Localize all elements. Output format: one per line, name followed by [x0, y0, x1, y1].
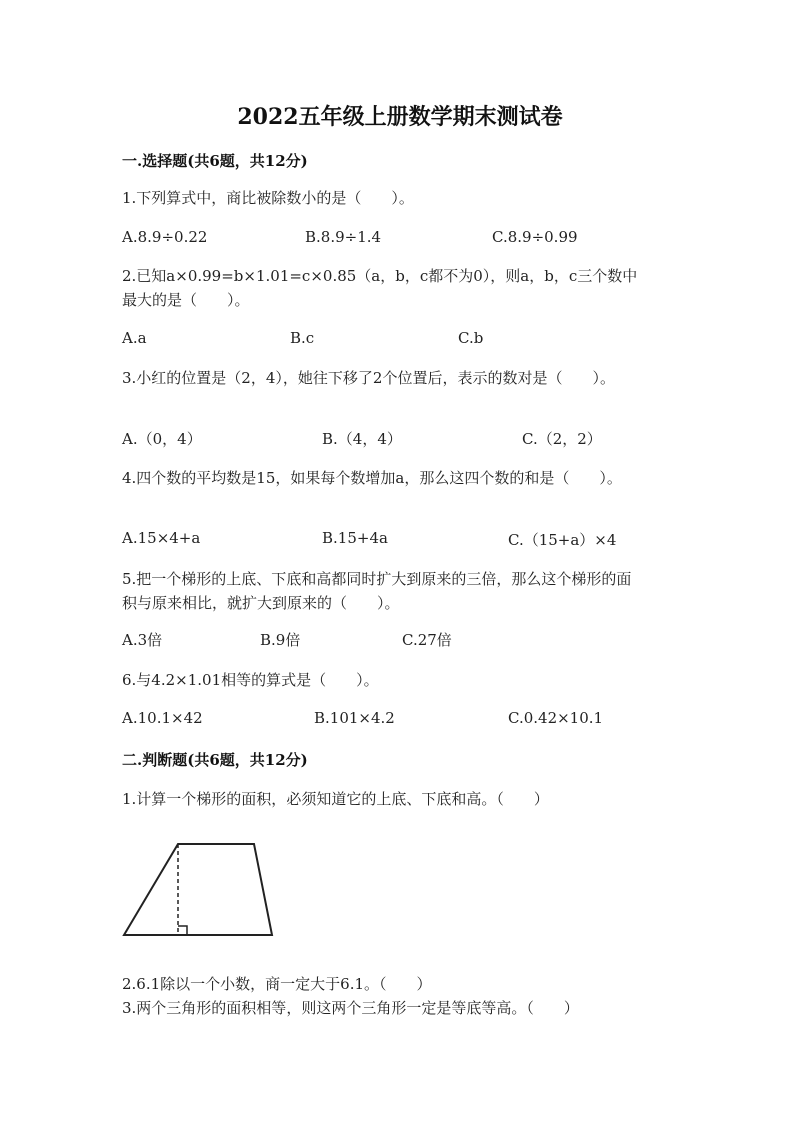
- question-2-stem-line1: 2.已知a×0.99=b×1.01=c×0.85（a，b，c都不为0），则a，b，c三个数中: [122, 267, 638, 285]
- trapezoid-figure: [118, 836, 278, 940]
- section-heading-choice: 一.选择题(共6题，共12分): [122, 152, 308, 170]
- judgement-2-stem: 2.6.1除以一个小数，商一定大于6.1。（ ）: [122, 975, 432, 993]
- question-5-option-c: C.27倍: [402, 631, 452, 649]
- question-3-option-c: C.（2，2）: [522, 430, 602, 448]
- question-1-stem: 1.下列算式中，商比被除数小的是（ ）。: [122, 189, 414, 207]
- judgement-1-stem: 1.计算一个梯形的面积，必须知道它的上底、下底和高。（ ）: [122, 790, 549, 808]
- question-6-option-c: C.0.42×10.1: [508, 709, 604, 727]
- right-angle-marker: [178, 926, 187, 935]
- question-1-option-c: C.8.9÷0.99: [492, 228, 578, 246]
- question-2-option-a: A.a: [122, 329, 147, 347]
- question-6-option-a: A.10.1×42: [122, 709, 203, 727]
- question-5-option-a: A.3倍: [122, 631, 163, 649]
- page-title: 2022五年级上册数学期末测试卷: [237, 104, 563, 130]
- section-heading-judgement: 二.判断题(共6题，共12分): [122, 751, 308, 769]
- trapezoid-outline: [124, 844, 272, 935]
- judgement-3-stem: 3.两个三角形的面积相等，则这两个三角形一定是等底等高。（ ）: [122, 999, 579, 1017]
- question-2-stem-line2: 最大的是（ ）。: [122, 291, 250, 309]
- question-4-option-c: C.（15+a）×4: [508, 531, 617, 549]
- question-5-stem-line1: 5.把一个梯形的上底、下底和高都同时扩大到原来的三倍，那么这个梯形的面: [122, 570, 632, 588]
- question-5-stem-line2: 积与原来相比，就扩大到原来的（ ）。: [122, 594, 400, 612]
- question-1-option-a: A.8.9÷0.22: [122, 228, 208, 246]
- question-3-stem: 3.小红的位置是（2，4），她往下移了2个位置后，表示的数对是（ ）。: [122, 369, 615, 387]
- question-1-option-b: B.8.9÷1.4: [305, 228, 382, 246]
- question-6-option-b: B.101×4.2: [314, 709, 395, 727]
- question-3-option-b: B.（4，4）: [322, 430, 402, 448]
- question-3-option-a: A.（0，4）: [122, 430, 202, 448]
- question-5-option-b: B.9倍: [260, 631, 301, 649]
- question-4-stem: 4.四个数的平均数是15，如果每个数增加a，那么这四个数的和是（ ）。: [122, 469, 622, 487]
- question-4-option-a: A.15×4+a: [122, 529, 201, 547]
- question-2-option-b: B.c: [290, 329, 315, 347]
- question-4-option-b: B.15+4a: [322, 529, 388, 547]
- question-6-stem: 6.与4.2×1.01相等的算式是（ ）。: [122, 671, 379, 689]
- question-2-option-c: C.b: [458, 329, 484, 347]
